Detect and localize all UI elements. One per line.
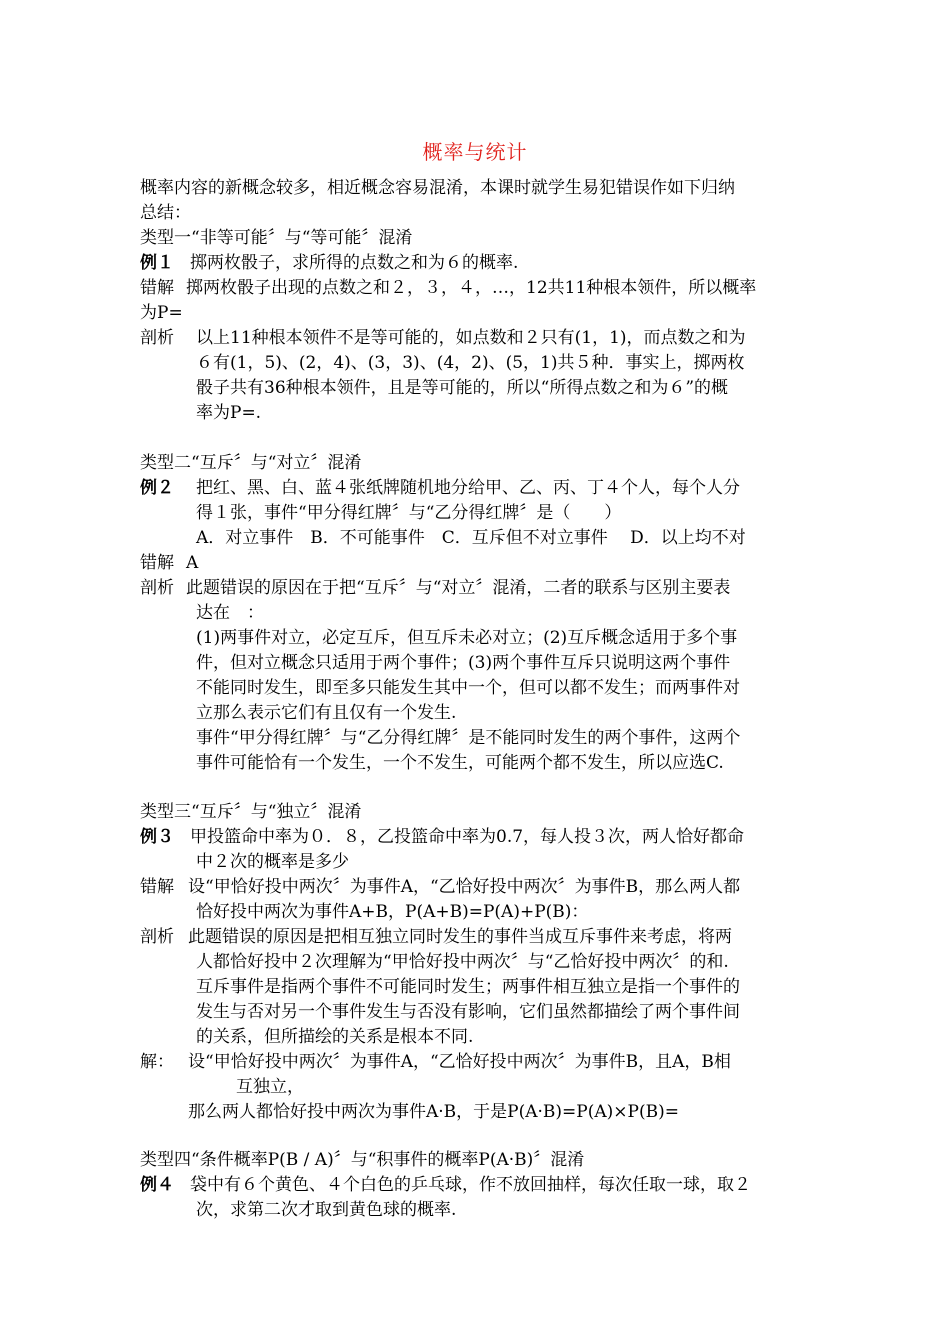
example-row <box>140 251 518 275</box>
example-label: 例３ <box>140 827 174 847</box>
intro-line: 概率内容的新概念较多，相近概念容易混淆，本课时就学生易犯错误作如下归纳 <box>140 178 735 198</box>
solution-text: 互独立， <box>236 1077 304 1097</box>
wrong-text: 掷两枚骰子出现的点数之和２，３，４，…，12共11种根本领件，所以概率 <box>186 278 757 298</box>
example-text: 袋中有６个黄色、４个白色的乒乓球，作不放回抽样，每次任取一球，取２ <box>190 1175 751 1195</box>
wrong-text: 设“甲恰好投中两次〞为事件A，“乙恰好投中两次〞为事件B，那么两人都 <box>188 877 741 897</box>
analysis-text: 以上11种根本领件不是等可能的，如点数和２只有(1，1)，而点数之和为 <box>196 328 746 348</box>
wrong-text: 为P= <box>140 303 183 323</box>
solution-text: 设“甲恰好投中两次〞为事件A，“乙恰好投中两次〞为事件B，且A，B相 <box>188 1052 731 1072</box>
solution-label: 解： <box>140 1052 174 1072</box>
section-heading: 类型四“条件概率P(B / A)〞与“积事件的概率P(A·B)〞混淆 <box>140 1150 585 1170</box>
example-text: 次，求第二次才取到黄色球的概率. <box>196 1200 457 1220</box>
wrong-row <box>140 276 756 300</box>
intro-line: 总结： <box>140 203 191 223</box>
solution-text: 那么两人都恰好投中两次为事件A·B，于是P(A·B)=P(A)×P(B)= <box>188 1102 679 1122</box>
example-options: A．对立事件 B．不可能事件 C．互斥但不对立事件 D．以上均不对 <box>196 528 746 548</box>
example-text: 掷两枚骰子，求所得的点数之和为６的概率. <box>190 253 519 273</box>
analysis-text: 人都恰好投中２次理解为“甲恰好投中两次〞与“乙恰好投中两次〞的和. <box>196 952 729 972</box>
analysis-text: 此题错误的原因在于把“互斥〞与“对立〞混淆，二者的联系与区别主要表 <box>186 578 731 598</box>
analysis-text: 率为P=. <box>196 403 262 423</box>
section-heading: 类型三“互斥〞与“独立〞混淆 <box>140 802 362 822</box>
wrong-text: A <box>186 553 199 573</box>
analysis-text: 骰子共有36种根本领件，且是等可能的，所以“所得点数之和为６”的概 <box>196 378 729 398</box>
analysis-text: 发生与否对另一个事件发生与否没有影响，它们虽然都描绘了两个事件间 <box>196 1002 740 1022</box>
section-heading: 类型一“非等可能〞与“等可能〞混淆 <box>140 228 413 248</box>
analysis-row <box>140 576 730 600</box>
example-label: 例１ <box>140 253 174 273</box>
analysis-text: 达在 ： <box>196 603 264 623</box>
example-row <box>140 825 744 849</box>
section-heading: 类型二“互斥〞与“对立〞混淆 <box>140 453 362 473</box>
analysis-text: ６有(1，5)、(2，4)、(3，3)、(4，2)、(5，1)共５种．事实上，掷两枚 <box>196 353 745 373</box>
wrong-text: 恰好投中两次为事件A+B，P(A+B)=P(A)+P(B)： <box>196 902 589 922</box>
example-row <box>140 476 740 500</box>
analysis-text: 不能同时发生，即至多只能发生其中一个，但可以都不发生；而两事件对 <box>196 678 740 698</box>
example-text: 把红、黑、白、蓝４张纸牌随机地分给甲、乙、丙、丁４个人，每个人分 <box>196 478 740 498</box>
example-text: 甲投篮命中率为０．８，乙投篮命中率为0.7，每人投３次，两人恰好都命 <box>190 827 745 847</box>
analysis-text: 此题错误的原因是把相互独立同时发生的事件当成互斥事件来考虑，将两 <box>188 927 732 947</box>
wrong-label: 错解 <box>140 877 174 897</box>
example-label: 例４ <box>140 1175 174 1195</box>
analysis-text: 的关系，但所描绘的关系是根本不同. <box>196 1027 474 1047</box>
analysis-text: 件，但对立概念只适用于两个事件；(3)两个事件互斥只说明这两个事件 <box>196 653 731 673</box>
solution-row <box>140 1050 731 1074</box>
example-text: 得１张，事件“甲分得红牌〞与“乙分得红牌〞是（ ） <box>196 503 622 523</box>
example-text: 中２次的概率是多少 <box>196 852 349 872</box>
analysis-text: (1)两事件对立，必定互斥，但互斥未必对立；(2)互斥概念适用于多个事 <box>196 628 738 648</box>
analysis-text: 事件“甲分得红牌〞与“乙分得红牌〞是不能同时发生的两个事件，这两个 <box>196 728 741 748</box>
wrong-row <box>140 875 740 899</box>
analysis-row <box>140 326 746 350</box>
analysis-text: 事件可能恰有一个发生，一个不发生，可能两个都不发生，所以应选C. <box>196 753 724 773</box>
analysis-label: 剖析 <box>140 927 174 947</box>
wrong-label: 错解 <box>140 553 174 573</box>
analysis-label: 剖析 <box>140 578 174 598</box>
page-title: 概率与统计 <box>422 140 528 164</box>
analysis-text: 立那么表示它们有且仅有一个发生. <box>196 703 457 723</box>
wrong-label: 错解 <box>140 278 174 298</box>
analysis-row <box>140 925 732 949</box>
wrong-row <box>140 551 198 575</box>
example-label: 例２ <box>140 478 174 498</box>
example-row <box>140 1173 751 1197</box>
analysis-text: 互斥事件是指两个事件不可能同时发生；两事件相互独立是指一个事件的 <box>196 977 740 997</box>
analysis-label: 剖析 <box>140 328 174 348</box>
